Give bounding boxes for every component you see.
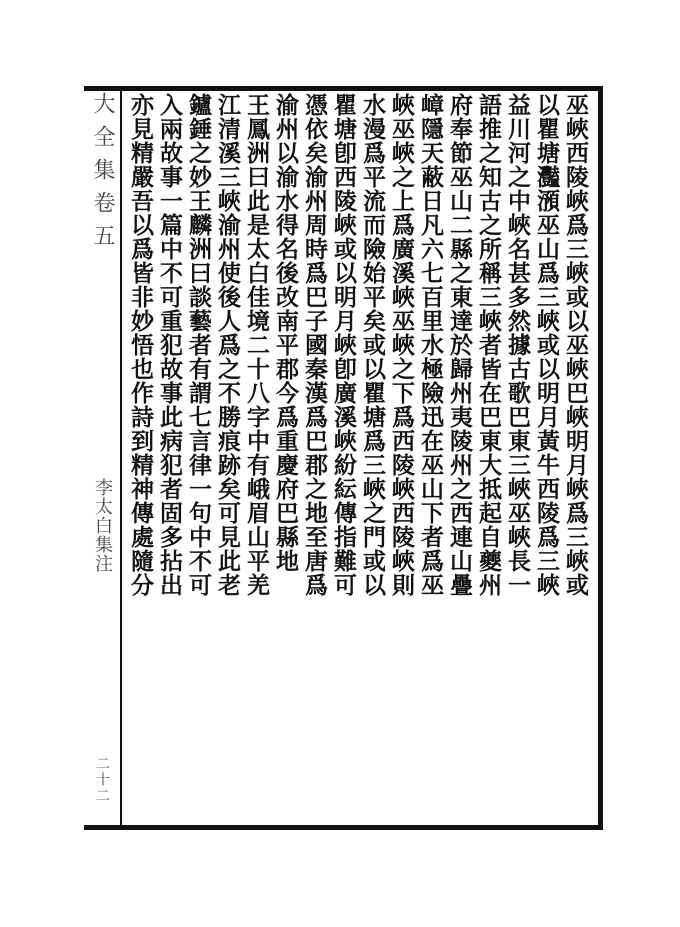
text-column-7: 峽巫峽之上爲廣溪峽巫峽之下爲西陵峽西陵峽則: [388, 93, 415, 597]
text-column-14: 鑪錘之妙王麟洲曰談藝者有謂七言律一句中不可: [185, 93, 212, 597]
text-column-2: 以瞿塘灩澦巫山爲三峽或以明月黃牛西陵爲三峽: [533, 93, 560, 597]
text-column-1: 巫峽西陵峽爲三峽或以巫峽巴峽明月峽爲三峽或: [562, 93, 589, 597]
text-column-12: 王鳳洲曰此是太白佳境二十八字中有峨眉山平羌: [243, 93, 270, 597]
margin-page-number: 二十二: [94, 756, 110, 804]
text-column-4: 語推之知古之所稱三峽者皆在巴東大抵起自夔州: [475, 93, 502, 597]
text-column-15: 入兩故事一篇中不可重犯故事此病犯者固多拈出: [156, 93, 183, 597]
text-column-8: 水漫爲平流而險始平矣或以瞿塘爲三峽之門或以: [359, 93, 386, 597]
text-column-11: 渝州以渝水得名後改南平郡今爲重慶府巴縣地: [272, 93, 299, 573]
text-column-16: 亦見精嚴吾以爲皆非妙悟也作詩到精神傳處隨分: [127, 93, 154, 597]
text-column-6: 嶂隱天蔽日凡六七百里水極險迅在巫山下者爲巫: [417, 93, 444, 597]
text-column-3: 益川河之中峽名甚多然據古歌巴東三峽巫峽長一: [504, 93, 531, 597]
text-column-10: 憑依矣渝州周時爲巴子國秦漢爲巴郡之地至唐爲: [301, 93, 328, 597]
text-column-9: 瞿塘卽西陵峽或以明月峽卽廣溪峽紛紜傳指難可: [330, 93, 357, 597]
margin-book-title: 李太白集注: [92, 478, 113, 573]
text-column-13: 江清溪三峽渝州使後人爲之不勝痕跡矣可見此老: [214, 93, 241, 597]
margin-header-text: 大 全 集 卷 五: [90, 92, 115, 248]
margin-strip: [84, 86, 122, 830]
text-column-5: 府奉節巫山二縣之東達於歸州夷陵州之西連山疊: [446, 93, 473, 597]
